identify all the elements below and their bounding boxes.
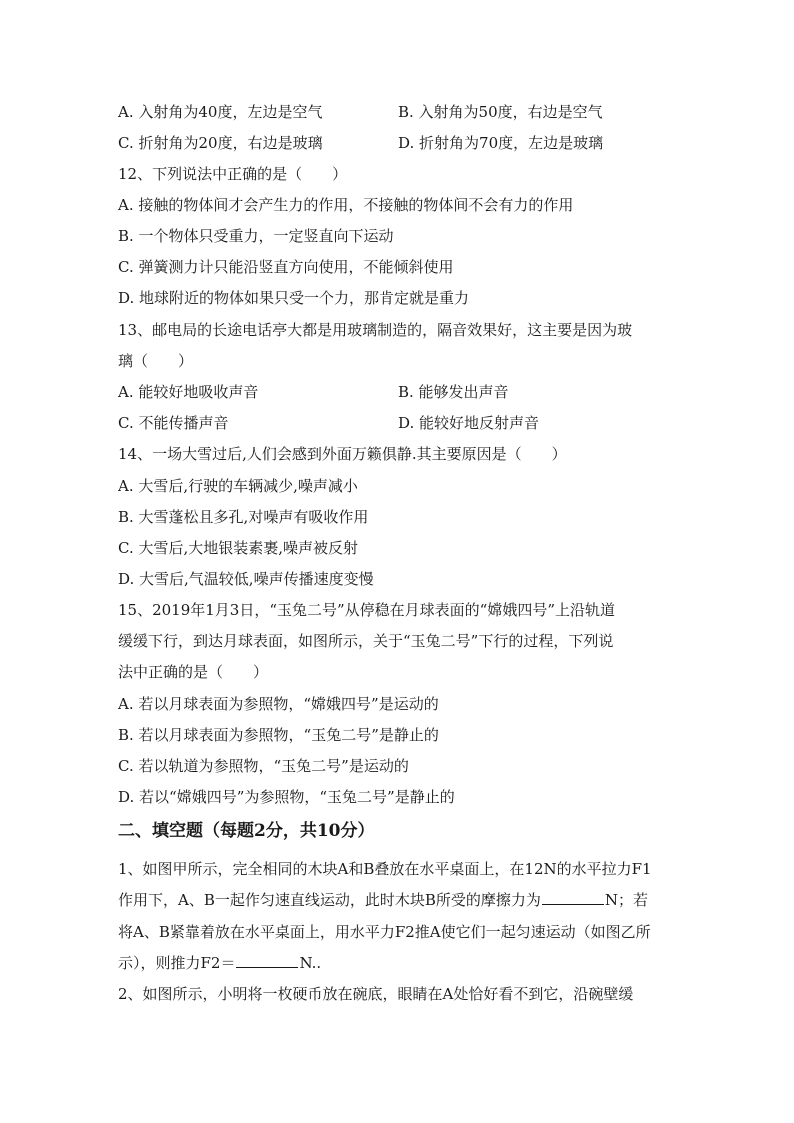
fill1-line2 (118, 890, 648, 910)
q15-option-d: D. 若以“嫦娥四号”为参照物，“玉兔二号”是静止的 (118, 788, 455, 806)
q12-option-b: B. 一个物体只受重力，一定竖直向下运动 (118, 227, 394, 245)
fill1-line4-suffix: N.. (299, 954, 322, 972)
q11-option-c: C. 折射角为20度，右边是玻璃 (118, 134, 323, 152)
fill1-line4-text: 示），则推力F2＝ (118, 954, 236, 972)
q13-option-b: B. 能够发出声音 (398, 383, 509, 401)
fill1-line4 (118, 953, 321, 973)
q15-stem-line2: 缓缓下行，到达月球表面，如图所示，关于“玉兔二号”下行的过程，下列说 (118, 632, 614, 650)
q14-option-c: C. 大雪后,大地银装素裹,噪声被反射 (118, 539, 359, 557)
q12-option-c: C. 弹簧测力计只能沿竖直方向使用，不能倾斜使用 (118, 258, 454, 276)
section-title-fill-in: 二、填空题（每题2分，共10分） (118, 821, 375, 841)
fill1-line2-text: 作用下，A、B一起作匀速直线运动，此时木块B所受的摩擦力为 (118, 891, 541, 909)
q15-stem-line3: 法中正确的是（ ） (118, 663, 269, 681)
q13-option-d: D. 能较好地反射声音 (398, 414, 540, 432)
q15-option-a: A. 若以月球表面为参照物，“嫦娥四号”是运动的 (118, 695, 439, 713)
fill2-line1: 2、如图所示，小明将一枚硬币放在碗底，眼睛在A处恰好看不到它，沿碗壁缓 (118, 985, 634, 1003)
fill1-line3: 将A、B紧靠着放在水平桌面上，用水平力F2推A使它们一起匀速运动（如图乙所 (118, 923, 651, 941)
q13-stem-line1: 13、邮电局的长途电话亭大都是用玻璃制造的，隔音效果好，这主要是因为玻 (118, 321, 633, 339)
q11-option-d: D. 折射角为70度，左边是玻璃 (398, 134, 604, 152)
q14-option-b: B. 大雪蓬松且多孔,对噪声有吸收作用 (118, 508, 369, 526)
q11-option-a: A. 入射角为40度，左边是空气 (118, 103, 323, 121)
q12-option-d: D. 地球附近的物体如果只受一个力，那肯定就是重力 (118, 289, 470, 307)
q13-option-c: C. 不能传播声音 (118, 414, 229, 432)
answer-blank-2[interactable] (236, 953, 298, 968)
q12-stem: 12、下列说法中正确的是（ ） (118, 165, 348, 183)
q15-option-c: C. 若以轨道为参照物，“玉兔二号”是运动的 (118, 757, 409, 775)
q13-stem-line2: 璃（ ） (118, 352, 194, 370)
q13-option-a: A. 能较好地吸收声音 (118, 383, 259, 401)
q14-stem: 14、一场大雪过后,人们会感到外面万籁俱静.其主要原因是（ ） (118, 445, 567, 463)
fill1-line2-suffix: N；若 (604, 891, 649, 909)
q12-option-a: A. 接触的物体间才会产生力的作用，不接触的物体间不会有力的作用 (118, 196, 574, 214)
q14-option-a: A. 大雪后,行驶的车辆减少,噪声减小 (118, 477, 358, 495)
q15-option-b: B. 若以月球表面为参照物，“玉兔二号”是静止的 (118, 726, 439, 744)
fill1-line1: 1、如图甲所示，完全相同的木块A和B叠放在水平桌面上，在12N的水平拉力F1 (118, 860, 652, 878)
answer-blank-1[interactable] (542, 890, 604, 905)
q15-stem-line1: 15、2019年1月3日，“玉兔二号”从停稳在月球表面的“嫦娥四号”上沿轨道 (118, 601, 616, 619)
q11-option-b: B. 入射角为50度，右边是空气 (398, 103, 603, 121)
q14-option-d: D. 大雪后,气温较低,噪声传播速度变慢 (118, 570, 374, 588)
